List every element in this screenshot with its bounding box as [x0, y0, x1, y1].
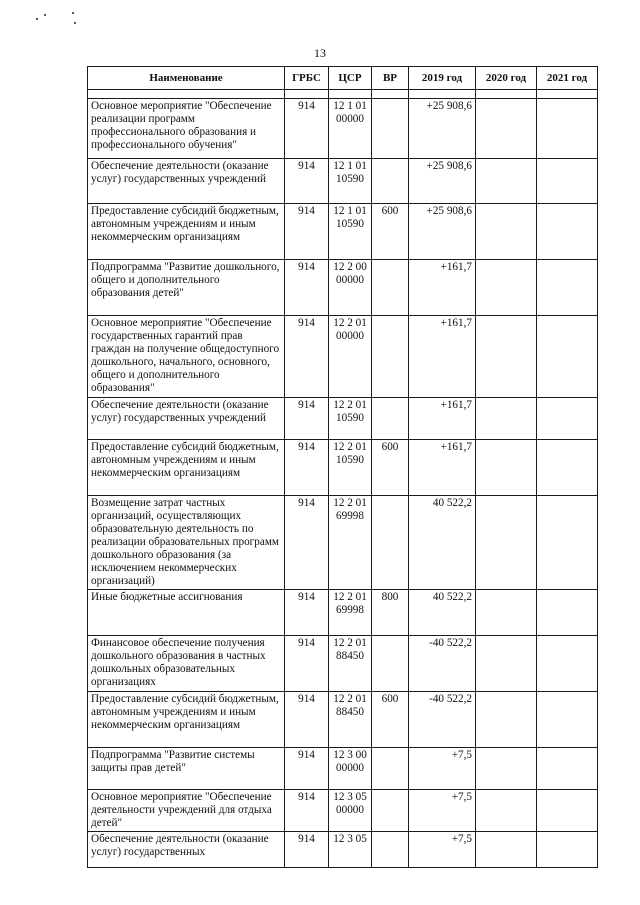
cell-vr [372, 636, 409, 692]
cell-grbs: 914 [285, 748, 329, 790]
cell-2020 [476, 636, 537, 692]
cell-vr: 800 [372, 590, 409, 636]
cell-2020 [476, 692, 537, 748]
cell-2019: +7,5 [409, 790, 476, 832]
cell-vr [372, 260, 409, 316]
cell-csr: 12 1 01 00000 [329, 99, 372, 159]
cell-2019: 40 522,2 [409, 590, 476, 636]
cell-2020 [476, 99, 537, 159]
cell-2019: +161,7 [409, 260, 476, 316]
table-row [88, 159, 598, 204]
cell-name: Обеспечение деятельности (оказание услуг) государственных учреждений [88, 398, 285, 440]
cell-csr: 12 3 00 00000 [329, 748, 372, 790]
budget-table [87, 66, 598, 868]
cell-2019: +7,5 [409, 748, 476, 790]
cell-csr: 12 2 01 88450 [329, 636, 372, 692]
cell-2021 [537, 398, 598, 440]
cell-csr: 12 2 01 00000 [329, 316, 372, 398]
cell-grbs: 914 [285, 260, 329, 316]
cell-2019: +161,7 [409, 440, 476, 496]
spacer-cell [476, 90, 537, 99]
cell-csr: 12 1 01 10590 [329, 159, 372, 204]
cell-vr [372, 316, 409, 398]
cell-2019: 40 522,2 [409, 496, 476, 590]
cell-grbs: 914 [285, 99, 329, 159]
cell-name: Возмещение затрат частных организаций, осуществляющих образовательную деятельность по реализации образовательных программ дошкольного образования (за исключением некоммерческих организаций) [88, 496, 285, 590]
header-vr: ВР [372, 67, 409, 90]
cell-name: Иные бюджетные ассигнования [88, 590, 285, 636]
cell-grbs: 914 [285, 790, 329, 832]
cell-grbs: 914 [285, 204, 329, 260]
spacer-cell [329, 90, 372, 99]
cell-2021 [537, 832, 598, 868]
cell-2021 [537, 790, 598, 832]
cell-2020 [476, 496, 537, 590]
table-row [88, 590, 598, 636]
cell-grbs: 914 [285, 692, 329, 748]
header-csr: ЦСР [329, 67, 372, 90]
page-number: 13 [314, 46, 326, 60]
scan-speck [74, 22, 76, 24]
cell-vr: 600 [372, 204, 409, 260]
cell-2019: +25 908,6 [409, 159, 476, 204]
cell-csr: 12 1 01 10590 [329, 204, 372, 260]
scan-speck [36, 18, 38, 20]
cell-grbs: 914 [285, 636, 329, 692]
cell-grbs: 914 [285, 440, 329, 496]
cell-2020 [476, 440, 537, 496]
cell-name: Основное мероприятие "Обеспечение реализации программ профессионального образования и профессионального обучения" [88, 99, 285, 159]
header-2021: 2021 год [537, 67, 598, 90]
cell-vr: 600 [372, 692, 409, 748]
cell-csr: 12 3 05 [329, 832, 372, 868]
cell-name: Обеспечение деятельности (оказание услуг) государственных [88, 832, 285, 868]
table-row [88, 260, 598, 316]
table-row [88, 832, 598, 868]
cell-2021 [537, 748, 598, 790]
table-row [88, 790, 598, 832]
cell-csr: 12 2 01 10590 [329, 398, 372, 440]
header-2019: 2019 год [409, 67, 476, 90]
cell-grbs: 914 [285, 496, 329, 590]
cell-vr [372, 99, 409, 159]
cell-2020 [476, 159, 537, 204]
cell-2021 [537, 590, 598, 636]
cell-name: Предоставление субсидий бюджетным, автономным учреждениям и иным некоммерческим организациям [88, 204, 285, 260]
cell-name: Предоставление субсидий бюджетным, автономным учреждениям и иным некоммерческим организациям [88, 692, 285, 748]
table-row [88, 398, 598, 440]
table-row [88, 692, 598, 748]
cell-csr: 12 2 01 10590 [329, 440, 372, 496]
cell-2019: -40 522,2 [409, 636, 476, 692]
cell-csr: 12 2 01 69998 [329, 590, 372, 636]
cell-vr [372, 832, 409, 868]
cell-csr: 12 2 01 69998 [329, 496, 372, 590]
cell-2021 [537, 636, 598, 692]
cell-2019: +25 908,6 [409, 99, 476, 159]
cell-2019: +25 908,6 [409, 204, 476, 260]
cell-2020 [476, 204, 537, 260]
cell-2020 [476, 260, 537, 316]
cell-vr: 600 [372, 440, 409, 496]
cell-2020 [476, 316, 537, 398]
cell-name: Основное мероприятие "Обеспечение деятельности учреждений для отдыха детей" [88, 790, 285, 832]
table-row [88, 496, 598, 590]
cell-2021 [537, 440, 598, 496]
spacer-cell [372, 90, 409, 99]
spacer-cell [409, 90, 476, 99]
cell-name: Подпрограмма "Развитие дошкольного, общего и дополнительного образования детей" [88, 260, 285, 316]
cell-name: Предоставление субсидий бюджетным, автономным учреждениям и иным некоммерческим организациям [88, 440, 285, 496]
cell-vr [372, 159, 409, 204]
scan-specks [30, 10, 90, 30]
cell-csr: 12 3 05 00000 [329, 790, 372, 832]
table-header-row [88, 67, 598, 90]
cell-grbs: 914 [285, 590, 329, 636]
cell-2020 [476, 590, 537, 636]
table-spacer-row [88, 90, 598, 99]
table-row [88, 440, 598, 496]
header-name: Наименование [88, 67, 285, 90]
cell-name: Обеспечение деятельности (оказание услуг) государственных учреждений [88, 159, 285, 204]
cell-2021 [537, 496, 598, 590]
cell-csr: 12 2 00 00000 [329, 260, 372, 316]
cell-2021 [537, 159, 598, 204]
cell-2019: +7,5 [409, 832, 476, 868]
cell-2020 [476, 748, 537, 790]
cell-grbs: 914 [285, 398, 329, 440]
cell-name: Финансовое обеспечение получения дошкольного образования в частных дошкольных образовательных организациях [88, 636, 285, 692]
table-row [88, 99, 598, 159]
table-row [88, 636, 598, 692]
table-row [88, 748, 598, 790]
cell-name: Основное мероприятие "Обеспечение государственных гарантий прав граждан на получение общедоступного дошкольного, начального, основного, общего и дополнительного образования" [88, 316, 285, 398]
spacer-cell [88, 90, 285, 99]
header-grbs: ГРБС [285, 67, 329, 90]
cell-vr [372, 496, 409, 590]
cell-2019: +161,7 [409, 398, 476, 440]
cell-vr [372, 790, 409, 832]
cell-2019: +161,7 [409, 316, 476, 398]
cell-2020 [476, 398, 537, 440]
cell-grbs: 914 [285, 832, 329, 868]
cell-2021 [537, 692, 598, 748]
scan-speck [44, 14, 46, 16]
header-2020: 2020 год [476, 67, 537, 90]
cell-grbs: 914 [285, 159, 329, 204]
cell-2020 [476, 790, 537, 832]
table-row [88, 316, 598, 398]
cell-2019: -40 522,2 [409, 692, 476, 748]
cell-2021 [537, 316, 598, 398]
spacer-cell [537, 90, 598, 99]
table-row [88, 204, 598, 260]
cell-vr [372, 398, 409, 440]
cell-vr [372, 748, 409, 790]
cell-2021 [537, 204, 598, 260]
cell-csr: 12 2 01 88450 [329, 692, 372, 748]
scan-speck [72, 12, 74, 14]
cell-2020 [476, 832, 537, 868]
cell-grbs: 914 [285, 316, 329, 398]
spacer-cell [285, 90, 329, 99]
cell-2021 [537, 260, 598, 316]
cell-name: Подпрограмма "Развитие системы защиты прав детей" [88, 748, 285, 790]
cell-2021 [537, 99, 598, 159]
